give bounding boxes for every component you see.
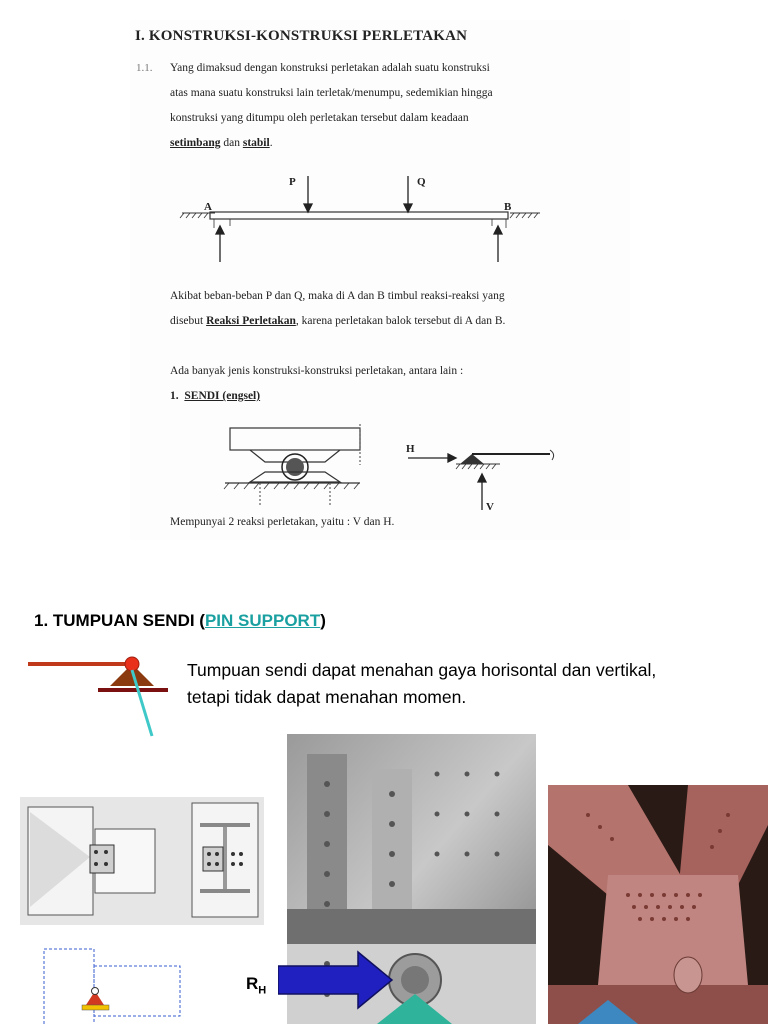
scan-reactions-note: Mempunyai 2 reaksi perletakan, yaitu : V dan H. — [170, 516, 395, 528]
scan-intro-line-3: konstruksi yang ditumpu oleh perletakan tersebut dalam keadaan — [170, 112, 469, 124]
rh-arrow — [278, 950, 398, 1010]
scan-section-number: 1.1. — [136, 62, 153, 74]
beam-diagram — [170, 168, 550, 268]
section-description — [187, 657, 767, 711]
pin-support-icon — [28, 652, 178, 742]
label-h: H — [406, 443, 415, 455]
label-q: Q — [417, 176, 426, 188]
scan-item-1: 1. SENDI (engsel) — [170, 390, 261, 402]
bridge-truss-photo — [548, 785, 768, 1024]
scan-reaction-line-1: Akibat beban-beban P dan Q, maka di A dan B timbul reaksi-reaksi yang — [170, 290, 505, 302]
hinge-drawing — [215, 420, 375, 510]
scan-intro-line-2: atas mana suatu konstruksi lain terletak/menumpu, sedemikian hingga — [170, 87, 493, 99]
term-stabil: stabil — [242, 137, 270, 149]
scan-types-line: Ada banyak jenis konstruksi-konstruksi perletakan, antara lain : — [170, 365, 464, 377]
dashed-support-diagram — [40, 945, 185, 1024]
scan-reaction-line-2: disebut Reaksi Perletakan, karena perletakan balok tersebut di A dan B. — [170, 315, 506, 327]
scan-intro-line-1: Yang dimaksud dengan konstruksi perletakan adalah suatu konstruksi — [170, 62, 490, 74]
hinge-symbol — [400, 436, 570, 516]
pin-circle — [125, 657, 139, 671]
label-a: A — [204, 201, 212, 213]
label-b: B — [504, 201, 512, 213]
label-v: V — [486, 501, 494, 513]
pin-support-link[interactable]: PIN SUPPORT — [204, 611, 321, 630]
force-label: $R_H$ — [246, 974, 267, 997]
term-reaksi-perletakan: Reaksi Perletakan — [206, 315, 296, 327]
label-p: P — [289, 176, 296, 188]
beam — [210, 212, 508, 219]
term-setimbang: setimbang — [170, 137, 221, 149]
scan-intro-line-4: setimbang dan stabil. — [170, 137, 273, 149]
description-line-1: Tumpuan sendi dapat menahan gaya horisontal dan vertikal, — [187, 660, 657, 680]
scan-title: I. KONSTRUKSI-KONSTRUKSI PERLETAKAN — [135, 28, 468, 44]
description-line-2: tetapi tidak dapat menahan momen. — [187, 687, 467, 707]
beam-connection-drawing — [20, 797, 264, 925]
section-title: 1. TUMPUAN SENDI (PIN SUPPORT) — [34, 611, 326, 630]
